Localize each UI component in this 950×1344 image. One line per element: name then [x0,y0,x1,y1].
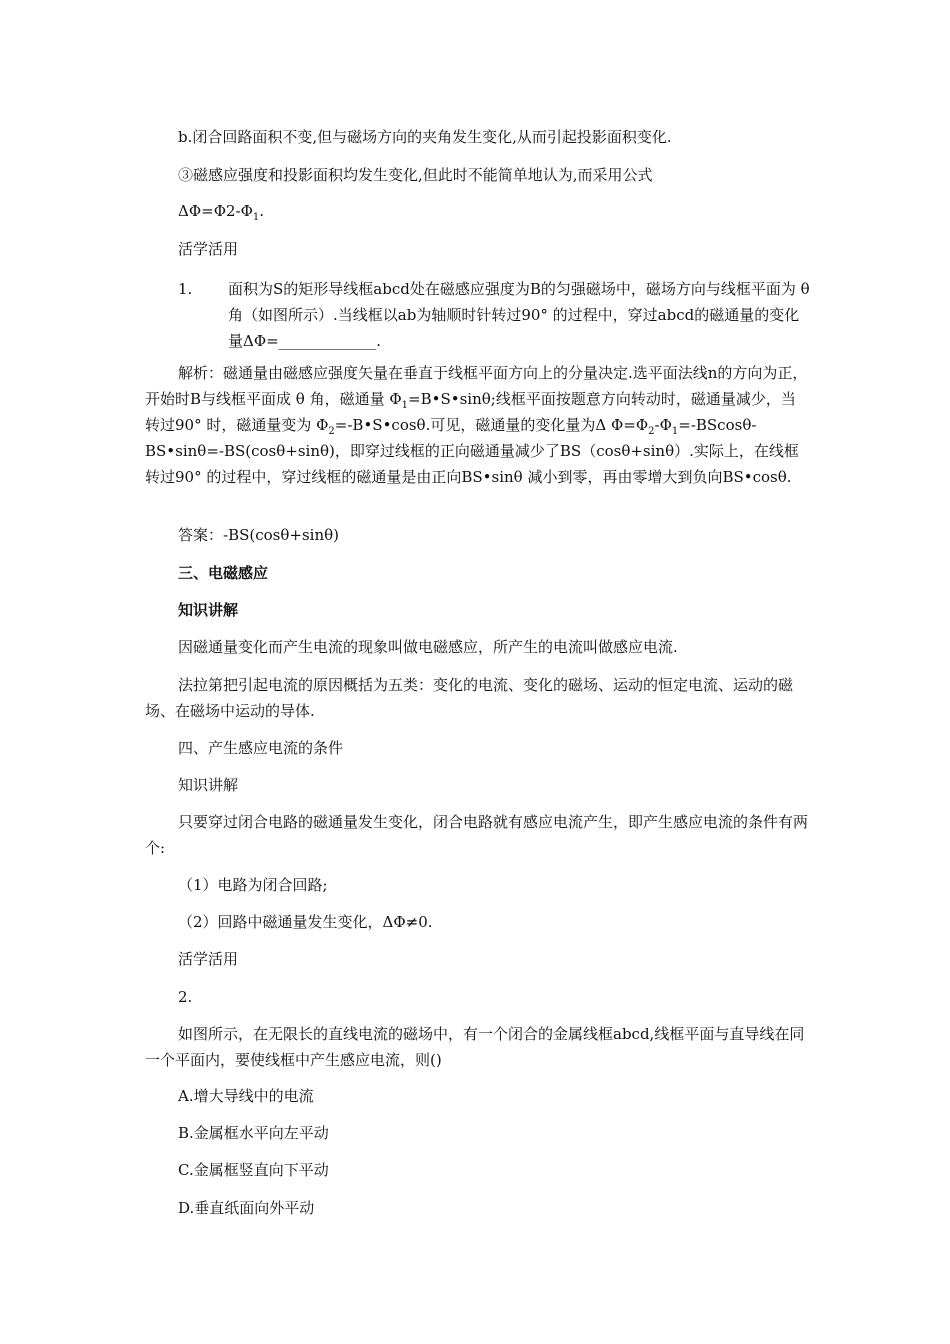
condition-1: （1）电路为闭合回路; [178,876,328,894]
section4-heading: 四、产生感应电流的条件 [178,739,344,757]
section4-subheading: 知识讲解 [178,776,239,794]
formula-main: ΔΦ=Φ2-Φ [178,202,253,220]
analysis-seg4: -Φ [654,416,672,434]
section3-para1: 因磁通量变化而产生电流的现象叫做电磁感应，所产生的电流叫做感应电流. [178,638,678,656]
formula-line [178,198,264,224]
analysis-seg3: =-B•S•cosθ.可见，磁通量的变化量为Δ Φ=Φ [334,416,649,434]
condition-2: （2）回路中磁通量发生变化，ΔΦ≠0. [178,913,433,931]
analysis-paragraph [145,360,810,490]
question1-text: 面积为S的矩形导线框abcd处在磁感应强度为B的匀强磁场中，磁场方向与线框平面为 θ 角（如图所示）.当线框以ab为轴顺时针转过90° 的过程中，穿过abcd的磁通量的变化量ΔΦ=_____________. [228,280,810,350]
analysis-seg1: 解析：磁通量由磁感应强度矢量在垂直于线框平面方向上的分量决定.选平面法线n的方向为正，开始时B与线框平面成 θ 角，磁通量 Φ [145,364,808,408]
section3-subheading: 知识讲解 [178,601,239,619]
practice-label-2: 活学活用 [178,950,239,968]
section4-para1: 只要穿过闭合电路的磁通量发生变化，闭合电路就有感应电流产生，即产生感应电流的条件有两个: [145,813,809,857]
section3-para2: 法拉第把引起电流的原因概括为五类：变化的电流、变化的磁场、运动的恒定电流、运动的磁场、在磁场中运动的导体. [145,676,794,720]
question2-text: 如图所示，在无限长的直线电流的磁场中，有一个闭合的金属线框abcd,线框平面与直导线在同一个平面内，要使线框中产生感应电流，则() [145,1025,805,1069]
option-a: A.增大导线中的电流 [178,1087,314,1105]
analysis-sub1: 1 [401,400,409,411]
question2-number: 2. [178,988,193,1006]
case3-line: ③磁感应强度和投影面积均发生变化,但此时不能简单地认为,而采用公式 [178,166,653,184]
section3-heading: 三、电磁感应 [178,564,269,582]
analysis-sub3: 2 [648,426,655,437]
option-b: B.金属框水平向左平动 [178,1124,329,1142]
answer-1: 答案：-BS(cosθ+sinθ) [178,526,339,544]
analysis-sub2: 2 [328,426,335,437]
analysis-seg2: =B•S•sinθ;线框平面按题意方向转动时，磁通量减少，当转过90° 时，磁通量变为 Φ [145,390,796,434]
option-d: D.垂直纸面向外平动 [178,1199,315,1217]
option-c: C.金属框竖直向下平动 [178,1161,329,1179]
b-line: b.闭合回路面积不变,但与磁场方向的夹角发生变化,从而引起投影面积变化. [178,128,672,146]
formula-sub: 1 [252,212,260,223]
question1-number: 1. [178,280,193,298]
analysis-seg5: =-BScosθ-BS•sinθ=-BS(cosθ+sinθ)，即穿过线框的正向磁通量减少了BS（cosθ+sinθ）.实际上，在线框转过90° 的过程中，穿过线框的磁通量是由正向BS•sinθ 减小到零，再由零增大到负向BS•cosθ. [145,416,799,486]
practice-label-1: 活学活用 [178,240,239,258]
analysis-sub4: 1 [671,426,679,437]
formula-end: . [259,202,265,220]
